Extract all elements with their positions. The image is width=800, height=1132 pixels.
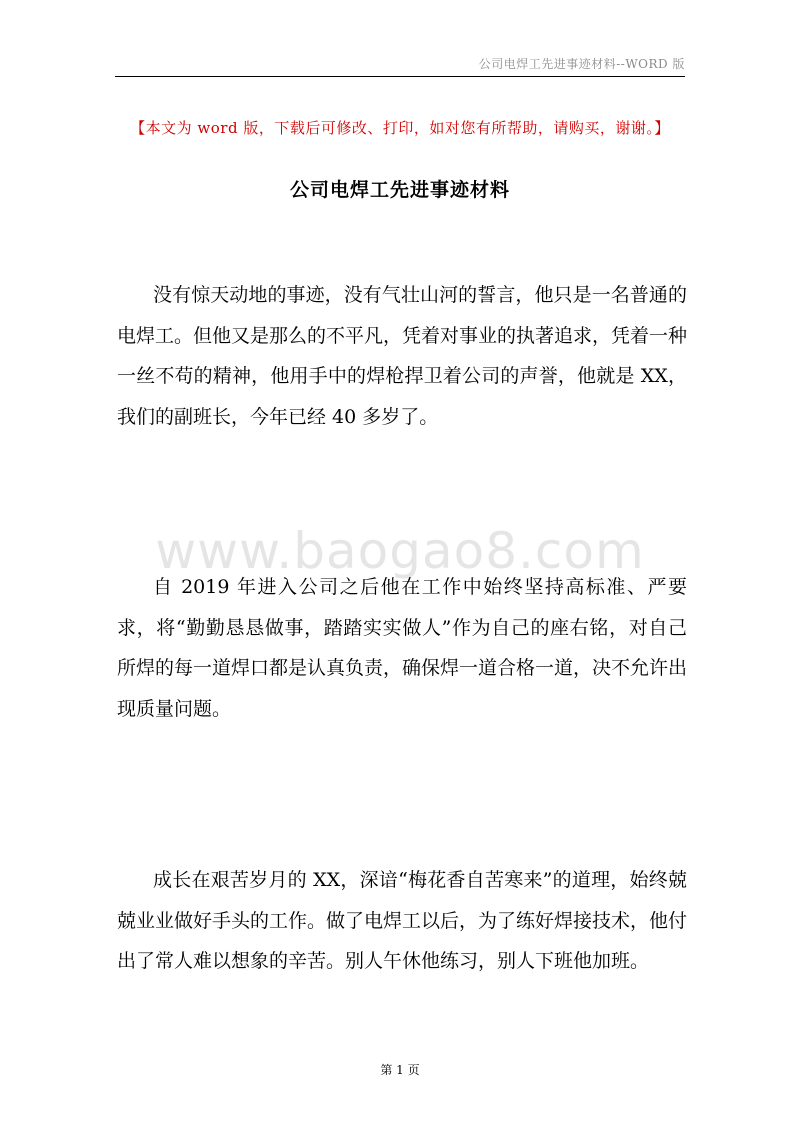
running-header: 公司电焊工先进事迹材料--WORD 版: [478, 57, 685, 71]
header-divider: [115, 76, 685, 77]
page-number: 第 1 页: [380, 1063, 420, 1077]
paragraph-2: 自 2019 年进入公司之后他在工作中始终坚持高标准、严要求，将“勤勤恳恳做事，踏踏实实做人”作为自己的座右铭，对自己所焊的每一道焊口都是认真负责，确保焊一道合格一道，决不允许出现质量问题。: [117, 576, 688, 720]
document-title: 公司电焊工先进事迹材料: [289, 179, 510, 201]
notice-banner: 【本文为 word 版，下载后可修改、打印，如对您有所帮助，请购买，谢谢。】: [130, 119, 670, 137]
watermark: www.baogao8.com: [155, 522, 645, 580]
paragraph-1: 没有惊天动地的事迹，没有气壮山河的誓言，他只是一名普通的电焊工。但他又是那么的不平凡，凭着对事业的执著追求，凭着一种一丝不苟的精神，他用手中的焊枪捍卫着公司的声誉，他就是 XX，我们的副班长，今年已经 40 多岁了。: [117, 284, 688, 428]
paragraph-3: 成长在艰苦岁月的 XX，深谙“梅花香自苦寒来”的道理，始终兢兢业业做好手头的工作。做了电焊工以后，为了练好焊接技术，他付出了常人难以想象的辛苦。别人午休他练习，别人下班他加班。: [117, 869, 688, 972]
